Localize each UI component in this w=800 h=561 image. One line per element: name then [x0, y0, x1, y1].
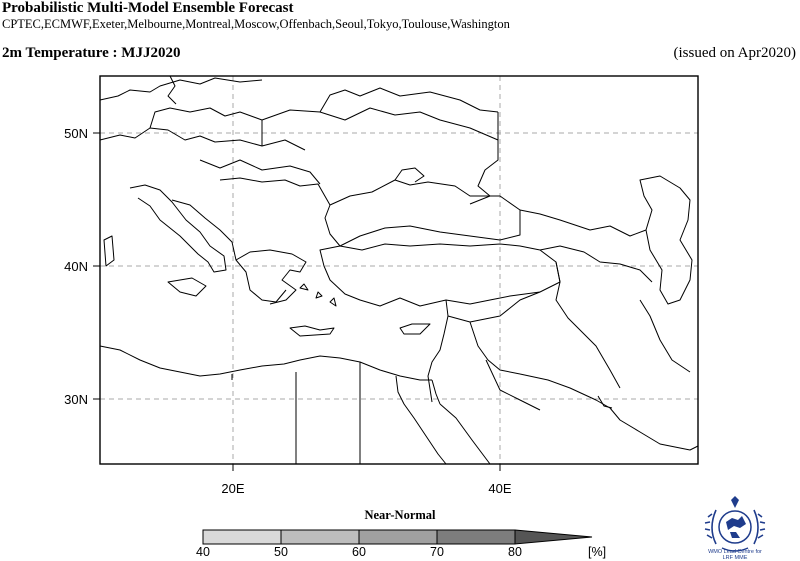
- lat-label-50n: 50N: [64, 126, 88, 141]
- colorbar-unit: [%]: [588, 545, 607, 559]
- colorbar-label-70: 70: [430, 545, 444, 559]
- colorbar-segment-3: [359, 530, 437, 544]
- lon-label-20e: 20E: [221, 481, 245, 496]
- wmo-logo-caption: [700, 549, 770, 561]
- colorbar-title: Near-Normal: [364, 508, 436, 522]
- colorbar-label-40: 40: [196, 545, 210, 559]
- colorbar: [203, 530, 592, 544]
- contributing-centres: CPTEC,ECMWF,Exeter,Melbourne,Montreal,Moscow,Offenbach,Seoul,Tokyo,Toulouse,Washington: [2, 17, 510, 31]
- logo-text-line2: LRF MME: [722, 555, 748, 561]
- logo-text-line1: WMO Lead Centre for: [708, 549, 762, 555]
- colorbar-segment-4: [437, 530, 515, 544]
- lon-label-40e: 40E: [488, 481, 512, 496]
- map-frame: [100, 76, 698, 464]
- colorbar-segment-1: [203, 530, 281, 544]
- lat-label-40n: 40N: [64, 259, 88, 274]
- colorbar-label-60: 60: [352, 545, 366, 559]
- colorbar-arrow: [515, 530, 592, 544]
- map-grid: [100, 76, 698, 464]
- forecast-title: Probabilistic Multi-Model Ensemble Forecast: [2, 0, 294, 16]
- map-title: 2m Temperature : MJJ2020: [2, 45, 181, 61]
- issued-date: (issued on Apr2020): [673, 45, 796, 61]
- lat-label-30n: 30N: [64, 392, 88, 407]
- colorbar-label-80: 80: [508, 545, 522, 559]
- colorbar-segment-2: [281, 530, 359, 544]
- coastlines: [100, 76, 698, 464]
- colorbar-label-50: 50: [274, 545, 288, 559]
